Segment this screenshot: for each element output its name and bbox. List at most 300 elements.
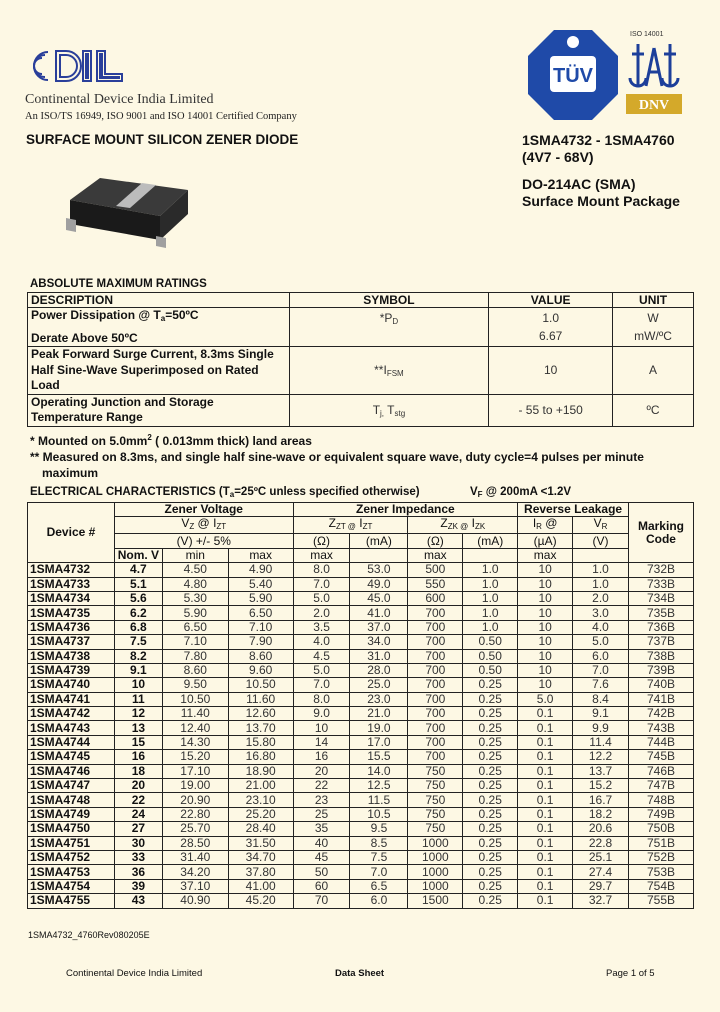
device-cell: 1SMA4747 bbox=[28, 779, 115, 793]
table-row bbox=[28, 649, 694, 663]
package-name: DO-214AC (SMA) bbox=[522, 176, 636, 192]
value-cell: 31.0 bbox=[350, 649, 408, 663]
value-cell: 13 bbox=[114, 721, 162, 735]
note-1: * Mounted on $5.0mm^2$ ( 0.013mm thick) land areas bbox=[30, 433, 312, 448]
value-cell: 700 bbox=[408, 620, 463, 634]
value-cell: 12 bbox=[114, 707, 162, 721]
col-zener-voltage: Zener Voltage bbox=[114, 503, 293, 517]
value-cell: 25 bbox=[293, 807, 350, 821]
value-cell: 34.0 bbox=[350, 635, 408, 649]
value-cell: 0.50 bbox=[463, 663, 518, 677]
value-cell: 25.1 bbox=[573, 850, 629, 864]
value-cell: 7.0 bbox=[293, 577, 350, 591]
value-cell: 37.10 bbox=[162, 879, 228, 893]
value-cell: 4.0 bbox=[573, 620, 629, 634]
footer-page-number: Page 1 of 5 bbox=[606, 968, 655, 979]
value-cell: 5.1 bbox=[114, 577, 162, 591]
value-cell: 6.8 bbox=[114, 620, 162, 634]
value-cell: 11.60 bbox=[228, 692, 293, 706]
value-cell: 5.0 bbox=[293, 663, 350, 677]
value-cell: 700 bbox=[408, 635, 463, 649]
value-cell: 11 bbox=[114, 692, 162, 706]
device-cell: 1SMA4753 bbox=[28, 865, 115, 879]
value-cell: 20 bbox=[114, 779, 162, 793]
elec-table-body bbox=[28, 563, 694, 908]
value-cell: 0.25 bbox=[463, 692, 518, 706]
value-cell: 43 bbox=[114, 894, 162, 908]
value-cell: 50 bbox=[293, 865, 350, 879]
marking-cell: 738B bbox=[628, 649, 693, 663]
value-cell: 18.2 bbox=[573, 807, 629, 821]
value-cell: 1000 bbox=[408, 836, 463, 850]
value-cell: 1.0 bbox=[463, 563, 518, 577]
device-cell: 1SMA4751 bbox=[28, 836, 115, 850]
device-cell: 1SMA4736 bbox=[28, 620, 115, 634]
table-row bbox=[28, 750, 694, 764]
table-row bbox=[28, 764, 694, 778]
device-cell: 1SMA4739 bbox=[28, 663, 115, 677]
value-cell: 0.25 bbox=[463, 865, 518, 879]
value-cell: 0.50 bbox=[463, 635, 518, 649]
value-cell: 31.50 bbox=[228, 836, 293, 850]
value-cell: 22 bbox=[293, 779, 350, 793]
electrical-characteristics-table: Device # Zener Voltage Zener Impedance Reverse Leakage Marking Code $V_Z$ @ $I_{ZT}$ $Z_{ZT @}$ $I_{ZT}$ $Z_{ZK @}$ $I_{ZK}$ $I_R$ @ $V_R$ (V) +/- 5% (Ω) (mA) (Ω) (mA) (µA) (V) Nom. V min max max max max 1SMA4732 4.7 4.50 4.90 8.0 53.0 500 1.0 10 1.0 732B 1SMA4733 5.1 4.80 5.40 7.0 49.0 550 1.0 10 1.0 733B 1SMA4734 5.6 5.30 5.90 5.0 45.0 600 1.0 10 2.0 734B 1SMA4735 6.2 5.90 6.50 2.0 41.0 700 1.0 10 3.0 735B 1SMA4736 6.8 6.50 7.10 3.5 37.0 700 1.0 10 4.0 736B 1SMA4737 7.5 7.10 7.90 4.0 34.0 700 0.50 10 5.0 737B 1SMA4738 8.2 7.80 8.60 4.5 31.0 700 0.50 10 6.0 738B 1SMA4739 9.1 8.60 9.60 5.0 28.0 700 0.50 10 7.0 739B 1SMA4740 10 9.50 10.50 7.0 25.0 700 0.25 10 7.6 740B 1SMA4741 11 10.50 11.60 8.0 23.0 700 0.25 5.0 8.4 741B 1SMA4742 12 11.40 12.60 9.0 21.0 700 0.25 0.1 9.1 742B 1SMA4743 13 12.40 13.70 10 19.0 700 0.25 0.1 9.9 743B 1SMA4744 15 14.30 15.80 14 17.0 700 0.25 0.1 11.4 744B 1SMA4745 16 15.20 16.80 16 15.5 700 0.25 0.1 12.2 745B 1SMA4746 18 17.10 18.90 20 14.0 750 0.25 0.1 13.7 746B 1SMA4747 20 19.00 21.00 22 12.5 750 0.25 0.1 15.2 747B 1SMA4748 22 20.90 23.10 23 11.5 750 0.25 0.1 16.7 748B 1SMA4749 24 22.80 25.20 25 10.5 750 0.25 0.1 18.2 749B 1SMA4750 27 25.70 28.40 35 9.5 750 0.25 0.1 20.6 750B 1SMA4751 30 28.50 31.50 40 8.5 1000 0.25 0.1 22.8 751B 1SMA4752 33 31.40 34.70 45 7.5 1000 0.25 0.1 25.1 752B 1SMA4753 36 34.20 37.80 50 7.0 1000 0.25 0.1 27.4 753B 1SMA4754 39 37.10 41.00 60 6.5 1000 0.25 0.1 29.7 754B 1SMA4755 43 40.90 45.20 70 6.0 1500 0.25 0.1 32.7 755B bbox=[27, 502, 694, 909]
marking-cell: 740B bbox=[628, 678, 693, 692]
marking-cell: 743B bbox=[628, 721, 693, 735]
value-cell: 15 bbox=[114, 735, 162, 749]
table-row bbox=[28, 822, 694, 836]
col-reverse-leakage: Reverse Leakage bbox=[518, 503, 629, 517]
value-cell: 11.5 bbox=[350, 793, 408, 807]
value-cell: 6.50 bbox=[228, 606, 293, 620]
value-cell: 0.1 bbox=[518, 793, 573, 807]
value-cell: 700 bbox=[408, 663, 463, 677]
value-cell: 10.5 bbox=[350, 807, 408, 821]
value-cell: 7.90 bbox=[228, 635, 293, 649]
value-cell: 0.25 bbox=[463, 807, 518, 821]
device-cell: 1SMA4744 bbox=[28, 735, 115, 749]
value-cell: 10 bbox=[114, 678, 162, 692]
value-cell: 9.1 bbox=[573, 707, 629, 721]
value-cell: 30 bbox=[114, 836, 162, 850]
value-cell: 33 bbox=[114, 850, 162, 864]
value-cell: 5.6 bbox=[114, 591, 162, 605]
value-cell: 15.5 bbox=[350, 750, 408, 764]
value-cell: 9.1 bbox=[114, 663, 162, 677]
marking-cell: 735B bbox=[628, 606, 693, 620]
marking-cell: 744B bbox=[628, 735, 693, 749]
value-cell: 37.0 bbox=[350, 620, 408, 634]
footer-doc-type: Data Sheet bbox=[335, 968, 385, 979]
value-cell: 16 bbox=[293, 750, 350, 764]
value-cell: 9.0 bbox=[293, 707, 350, 721]
value-cell: 750 bbox=[408, 822, 463, 836]
value-cell: 700 bbox=[408, 750, 463, 764]
value-cell: 8.5 bbox=[350, 836, 408, 850]
value-cell: 34.20 bbox=[162, 865, 228, 879]
value-cell: 0.1 bbox=[518, 721, 573, 735]
value-cell: 12.60 bbox=[228, 707, 293, 721]
value-cell: 10 bbox=[518, 591, 573, 605]
value-cell: 8.0 bbox=[293, 692, 350, 706]
value-cell: 15.20 bbox=[162, 750, 228, 764]
value-cell: 8.2 bbox=[114, 649, 162, 663]
value-cell: 8.60 bbox=[162, 663, 228, 677]
value-cell: 4.7 bbox=[114, 563, 162, 577]
value-cell: 6.0 bbox=[350, 894, 408, 908]
marking-cell: 741B bbox=[628, 692, 693, 706]
value-cell: 0.25 bbox=[463, 779, 518, 793]
value-cell: 14 bbox=[293, 735, 350, 749]
revision-code: 1SMA4732_4760Rev080205E bbox=[28, 930, 150, 940]
table-row bbox=[28, 635, 694, 649]
value-cell: 41.00 bbox=[228, 879, 293, 893]
value-cell: 7.5 bbox=[350, 850, 408, 864]
abs-max-table: DESCRIPTION SYMBOL VALUE UNIT Power Dissipation @ $T_a=50ºC$ Derate Above 50ºC $*P_D$ 1.0 6.67 W mW/ºC Peak Forward Surge Current, 8.3ms Single Half Sine-Wave Superimposed on Rated Load $**I_{FSM}$ 10 A Operating Junction and Storage Temperature Range $T_{j,}$ $T_{stg}$ - 55 to +150 ºC bbox=[27, 292, 694, 427]
marking-cell: 737B bbox=[628, 635, 693, 649]
value-cell: 0.25 bbox=[463, 894, 518, 908]
value-cell: 27.4 bbox=[573, 865, 629, 879]
marking-cell: 747B bbox=[628, 779, 693, 793]
value-cell: 5.0 bbox=[518, 692, 573, 706]
value-cell: 5.40 bbox=[228, 577, 293, 591]
value-cell: 10 bbox=[518, 678, 573, 692]
value-cell: 1000 bbox=[408, 865, 463, 879]
package-description: Surface Mount Package bbox=[522, 193, 680, 209]
value-cell: 0.25 bbox=[463, 750, 518, 764]
value-cell: 16.80 bbox=[228, 750, 293, 764]
cdil-logo bbox=[22, 44, 137, 88]
value-cell: 9.9 bbox=[573, 721, 629, 735]
dnv-text: DNV bbox=[638, 98, 670, 113]
value-cell: 22.8 bbox=[573, 836, 629, 850]
value-cell: 25.20 bbox=[228, 807, 293, 821]
marking-cell: 755B bbox=[628, 894, 693, 908]
value-cell: 0.1 bbox=[518, 735, 573, 749]
footer-company: Continental Device India Limited bbox=[66, 968, 203, 979]
value-cell: 10.50 bbox=[228, 678, 293, 692]
device-cell: 1SMA4755 bbox=[28, 894, 115, 908]
value-cell: 19.00 bbox=[162, 779, 228, 793]
value-cell: 0.1 bbox=[518, 807, 573, 821]
value-cell: 18.90 bbox=[228, 764, 293, 778]
device-cell: 1SMA4746 bbox=[28, 764, 115, 778]
value-cell: 0.1 bbox=[518, 850, 573, 864]
table-row bbox=[28, 735, 694, 749]
table-row bbox=[28, 563, 694, 577]
value-cell: 0.50 bbox=[463, 649, 518, 663]
value-cell: 500 bbox=[408, 563, 463, 577]
table-row bbox=[28, 793, 694, 807]
value-cell: 9.5 bbox=[350, 822, 408, 836]
value-cell: 700 bbox=[408, 606, 463, 620]
col-symbol: SYMBOL bbox=[289, 293, 489, 308]
value-cell: 19.0 bbox=[350, 721, 408, 735]
table-row bbox=[28, 779, 694, 793]
value-cell: 13.70 bbox=[228, 721, 293, 735]
value-cell: 34.70 bbox=[228, 850, 293, 864]
col-unit: UNIT bbox=[613, 293, 694, 308]
value-cell: 1.0 bbox=[463, 606, 518, 620]
value-cell: 0.25 bbox=[463, 735, 518, 749]
value-cell: 40 bbox=[293, 836, 350, 850]
device-cell: 1SMA4743 bbox=[28, 721, 115, 735]
marking-cell: 749B bbox=[628, 807, 693, 821]
value-cell: 15.80 bbox=[228, 735, 293, 749]
value-cell: 7.10 bbox=[162, 635, 228, 649]
value-cell: 14.0 bbox=[350, 764, 408, 778]
value-cell: 20 bbox=[293, 764, 350, 778]
value-cell: 9.50 bbox=[162, 678, 228, 692]
value-cell: 0.25 bbox=[463, 678, 518, 692]
value-cell: 3.5 bbox=[293, 620, 350, 634]
device-cell: 1SMA4742 bbox=[28, 707, 115, 721]
document-title: SURFACE MOUNT SILICON ZENER DIODE bbox=[26, 132, 299, 147]
value-cell: 7.6 bbox=[573, 678, 629, 692]
value-cell: 7.0 bbox=[293, 678, 350, 692]
value-cell: 45.0 bbox=[350, 591, 408, 605]
value-cell: 750 bbox=[408, 793, 463, 807]
table-row bbox=[28, 663, 694, 677]
dnv-iso-text: ISO 14001 bbox=[630, 31, 664, 38]
value-cell: 750 bbox=[408, 779, 463, 793]
value-cell: 700 bbox=[408, 735, 463, 749]
marking-cell: 739B bbox=[628, 663, 693, 677]
table-row bbox=[28, 692, 694, 706]
value-cell: 70 bbox=[293, 894, 350, 908]
value-cell: 7.10 bbox=[228, 620, 293, 634]
value-cell: 10 bbox=[518, 577, 573, 591]
value-cell: 7.0 bbox=[573, 663, 629, 677]
device-cell: 1SMA4748 bbox=[28, 793, 115, 807]
value-cell: 700 bbox=[408, 649, 463, 663]
tuv-text: TÜV bbox=[553, 65, 593, 87]
col-marking-code: Marking Code bbox=[628, 503, 693, 563]
value-cell: 0.25 bbox=[463, 764, 518, 778]
value-cell: 21.00 bbox=[228, 779, 293, 793]
value-cell: 21.0 bbox=[350, 707, 408, 721]
value-cell: 10 bbox=[293, 721, 350, 735]
value-cell: 700 bbox=[408, 678, 463, 692]
col-value: VALUE bbox=[489, 293, 613, 308]
value-cell: 45.20 bbox=[228, 894, 293, 908]
value-cell: 31.40 bbox=[162, 850, 228, 864]
value-cell: 10 bbox=[518, 563, 573, 577]
value-cell: 11.40 bbox=[162, 707, 228, 721]
note-2: ** Measured on 8.3ms, and single half sine-wave or equivalent square wave, duty cycle=4 pulses per minute bbox=[30, 450, 644, 464]
value-cell: 22.80 bbox=[162, 807, 228, 821]
table-row: Power Dissipation @ $T_a=50ºC$ Derate Above 50ºC bbox=[28, 308, 290, 347]
value-cell: 28.50 bbox=[162, 836, 228, 850]
vf-spec: $V_F$ @ 200mA <1.2V bbox=[470, 486, 572, 499]
marking-cell: 746B bbox=[628, 764, 693, 778]
marking-cell: 736B bbox=[628, 620, 693, 634]
value-cell: 25.0 bbox=[350, 678, 408, 692]
device-cell: 1SMA4754 bbox=[28, 879, 115, 893]
value-cell: 6.5 bbox=[350, 879, 408, 893]
value-cell: 18 bbox=[114, 764, 162, 778]
value-cell: 49.0 bbox=[350, 577, 408, 591]
value-cell: 12.5 bbox=[350, 779, 408, 793]
marking-cell: 733B bbox=[628, 577, 693, 591]
value-cell: 20.6 bbox=[573, 822, 629, 836]
device-cell: 1SMA4741 bbox=[28, 692, 115, 706]
marking-cell: 745B bbox=[628, 750, 693, 764]
value-cell: 16.7 bbox=[573, 793, 629, 807]
value-cell: 23 bbox=[293, 793, 350, 807]
value-cell: 0.1 bbox=[518, 750, 573, 764]
value-cell: 23.0 bbox=[350, 692, 408, 706]
value-cell: 35 bbox=[293, 822, 350, 836]
value-cell: 28.40 bbox=[228, 822, 293, 836]
value-cell: 13.7 bbox=[573, 764, 629, 778]
value-cell: 10.50 bbox=[162, 692, 228, 706]
marking-cell: 748B bbox=[628, 793, 693, 807]
value-cell: 700 bbox=[408, 692, 463, 706]
marking-cell: 752B bbox=[628, 850, 693, 864]
table-row: Operating Junction and Storage Temperature Range bbox=[28, 394, 290, 426]
value-cell: 0.1 bbox=[518, 779, 573, 793]
sma-package-image bbox=[60, 160, 200, 260]
value-cell: 4.50 bbox=[162, 563, 228, 577]
value-cell: 22 bbox=[114, 793, 162, 807]
value-cell: 1.0 bbox=[463, 591, 518, 605]
value-cell: 6.2 bbox=[114, 606, 162, 620]
value-cell: 12.2 bbox=[573, 750, 629, 764]
value-cell: 0.25 bbox=[463, 707, 518, 721]
value-cell: 5.90 bbox=[228, 591, 293, 605]
value-cell: 60 bbox=[293, 879, 350, 893]
value-cell: 1.0 bbox=[573, 563, 629, 577]
col-zener-impedance: Zener Impedance bbox=[293, 503, 518, 517]
value-cell: 0.25 bbox=[463, 850, 518, 864]
value-cell: 27 bbox=[114, 822, 162, 836]
value-cell: 10 bbox=[518, 606, 573, 620]
table-row bbox=[28, 850, 694, 864]
value-cell: 4.5 bbox=[293, 649, 350, 663]
value-cell: 700 bbox=[408, 707, 463, 721]
part-range: 1SMA4732 - 1SMA4760 bbox=[522, 132, 675, 148]
value-cell: 17.10 bbox=[162, 764, 228, 778]
value-cell: 1000 bbox=[408, 850, 463, 864]
voltage-range: (4V7 - 68V) bbox=[522, 149, 594, 165]
table-row bbox=[28, 865, 694, 879]
value-cell: 7.5 bbox=[114, 635, 162, 649]
value-cell: 10 bbox=[518, 663, 573, 677]
dnv-certification-logo bbox=[624, 28, 684, 118]
device-cell: 1SMA4740 bbox=[28, 678, 115, 692]
marking-cell: 751B bbox=[628, 836, 693, 850]
device-cell: 1SMA4737 bbox=[28, 635, 115, 649]
value-cell: 23.10 bbox=[228, 793, 293, 807]
certification-line: An ISO/TS 16949, ISO 9001 and ISO 14001 Certified Company bbox=[25, 111, 297, 122]
value-cell: 20.90 bbox=[162, 793, 228, 807]
value-cell: 1.0 bbox=[573, 577, 629, 591]
table-row bbox=[28, 879, 694, 893]
value-cell: 1000 bbox=[408, 879, 463, 893]
marking-cell: 742B bbox=[628, 707, 693, 721]
value-cell: 1500 bbox=[408, 894, 463, 908]
abs-max-heading: ABSOLUTE MAXIMUM RATINGS bbox=[30, 278, 207, 290]
logo-text: CDIL bbox=[22, 44, 25, 45]
device-cell: 1SMA4732 bbox=[28, 563, 115, 577]
value-cell: 6.0 bbox=[573, 649, 629, 663]
device-cell: 1SMA4750 bbox=[28, 822, 115, 836]
marking-cell: 753B bbox=[628, 865, 693, 879]
value-cell: 5.0 bbox=[293, 591, 350, 605]
table-row bbox=[28, 620, 694, 634]
marking-cell: 734B bbox=[628, 591, 693, 605]
device-cell: 1SMA4745 bbox=[28, 750, 115, 764]
value-cell: 10 bbox=[518, 649, 573, 663]
value-cell: 7.0 bbox=[350, 865, 408, 879]
marking-cell: 750B bbox=[628, 822, 693, 836]
table-row bbox=[28, 606, 694, 620]
value-cell: 6.50 bbox=[162, 620, 228, 634]
value-cell: 9.60 bbox=[228, 663, 293, 677]
table-row bbox=[28, 894, 694, 908]
value-cell: 8.0 bbox=[293, 563, 350, 577]
value-cell: 1.0 bbox=[463, 620, 518, 634]
value-cell: 28.0 bbox=[350, 663, 408, 677]
value-cell: 17.0 bbox=[350, 735, 408, 749]
company-name: Continental Device India Limited bbox=[25, 92, 214, 107]
value-cell: 600 bbox=[408, 591, 463, 605]
footnotes bbox=[30, 430, 644, 481]
value-cell: 2.0 bbox=[573, 591, 629, 605]
value-cell: 5.0 bbox=[573, 635, 629, 649]
value-cell: 0.1 bbox=[518, 894, 573, 908]
value-cell: 700 bbox=[408, 721, 463, 735]
device-cell: 1SMA4734 bbox=[28, 591, 115, 605]
value-cell: 550 bbox=[408, 577, 463, 591]
value-cell: 0.25 bbox=[463, 721, 518, 735]
value-cell: 5.30 bbox=[162, 591, 228, 605]
value-cell: 750 bbox=[408, 807, 463, 821]
value-cell: 0.25 bbox=[463, 836, 518, 850]
value-cell: 4.0 bbox=[293, 635, 350, 649]
value-cell: 10 bbox=[518, 620, 573, 634]
elec-heading: ELECTRICAL CHARACTERISTICS ($T_a=25ºC$ unless specified otherwise) bbox=[30, 486, 420, 499]
table-row bbox=[28, 807, 694, 821]
value-cell: 24 bbox=[114, 807, 162, 821]
value-cell: 0.1 bbox=[518, 879, 573, 893]
value-cell: 5.90 bbox=[162, 606, 228, 620]
value-cell: 40.90 bbox=[162, 894, 228, 908]
value-cell: 3.0 bbox=[573, 606, 629, 620]
note-2-continued: maximum bbox=[42, 466, 99, 480]
value-cell: 2.0 bbox=[293, 606, 350, 620]
value-cell: 1.0 bbox=[463, 577, 518, 591]
value-cell: 10 bbox=[518, 635, 573, 649]
value-cell: 0.25 bbox=[463, 879, 518, 893]
marking-cell: 754B bbox=[628, 879, 693, 893]
value-cell: 0.1 bbox=[518, 707, 573, 721]
value-cell: 7.80 bbox=[162, 649, 228, 663]
col-device: Device # bbox=[28, 503, 115, 563]
table-row bbox=[28, 836, 694, 850]
value-cell: 8.4 bbox=[573, 692, 629, 706]
value-cell: 53.0 bbox=[350, 563, 408, 577]
table-row: Peak Forward Surge Current, 8.3ms Single Half Sine-Wave Superimposed on Rated Load bbox=[28, 347, 290, 395]
device-cell: 1SMA4738 bbox=[28, 649, 115, 663]
value-cell: 0.25 bbox=[463, 822, 518, 836]
value-cell: 29.7 bbox=[573, 879, 629, 893]
value-cell: 36 bbox=[114, 865, 162, 879]
col-description: DESCRIPTION bbox=[28, 293, 290, 308]
value-cell: 39 bbox=[114, 879, 162, 893]
value-cell: 32.7 bbox=[573, 894, 629, 908]
